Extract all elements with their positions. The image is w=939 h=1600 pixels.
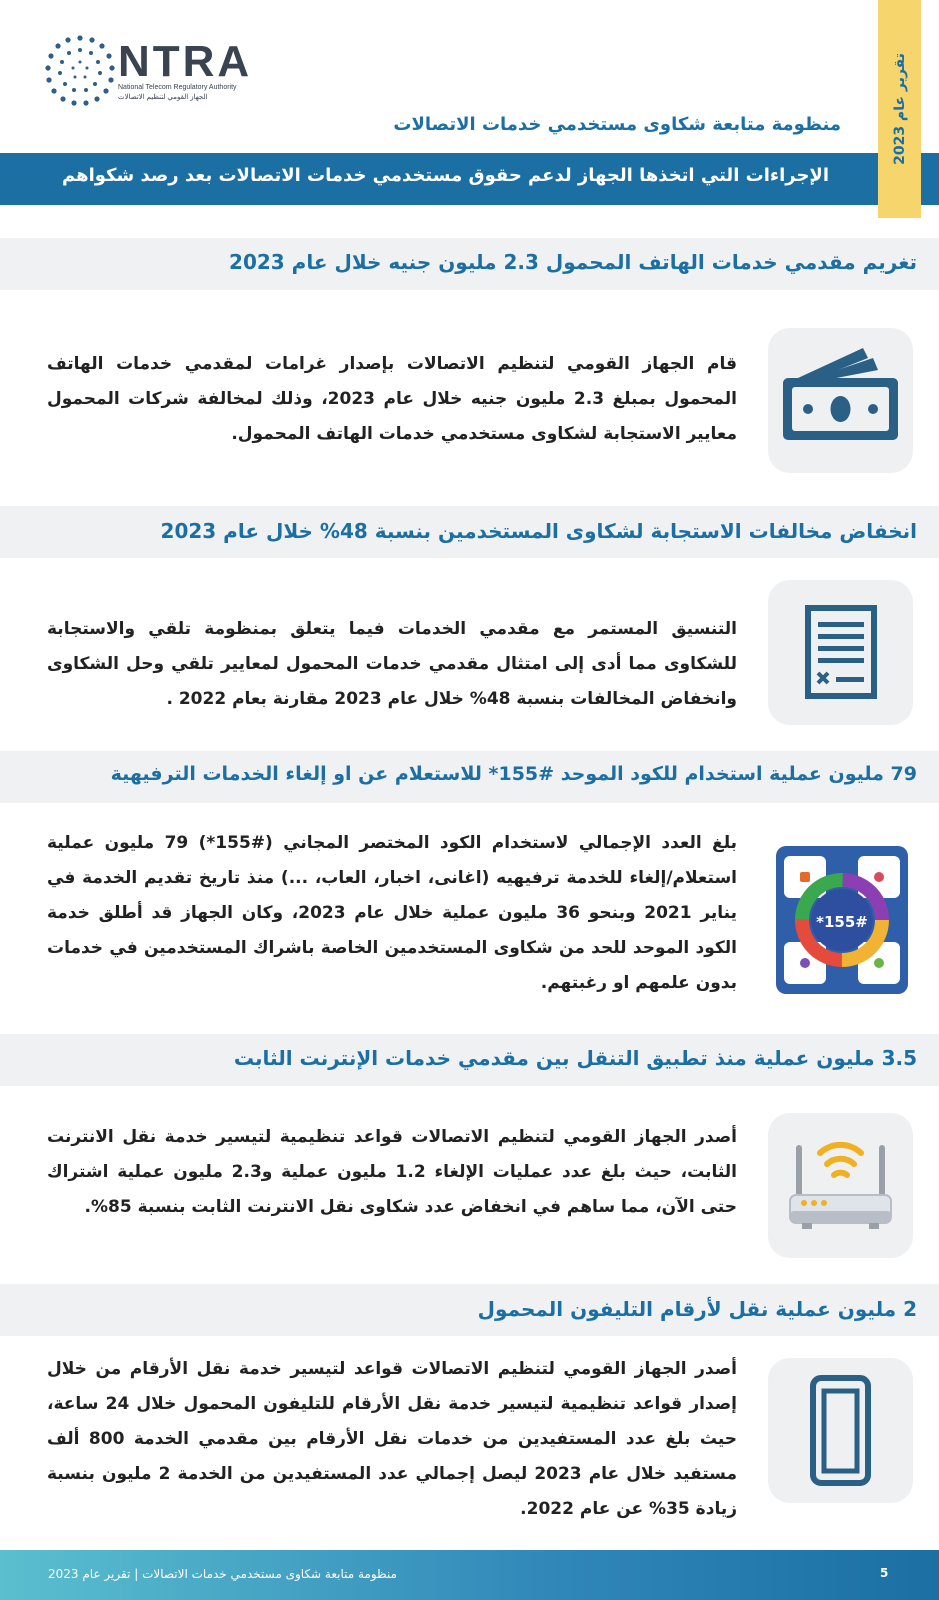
document-icon	[768, 580, 913, 725]
section-1-title: تغريم مقدمي خدمات الهاتف المحمول 2.3 مليون جنيه خلال عام 2023	[229, 250, 917, 274]
ribbon-text: الإجراءات التي اتخذها الجهاز لدعم حقوق مستخدمي خدمات الاتصالات بعد رصد شكواهم	[61, 165, 829, 186]
logo-subtitle-ar: الجهاز القومي لتنظيم الاتصالات	[118, 94, 208, 101]
section-3-body: بلغ العدد الإجمالي لاستخدام الكود المختصر المجاني (#155*) 79 مليون عملية استعلام/إلغاء للخدمة ترفيهيه (اغانى، اخبار، العاب، ...) منذ تاريخ تقديم الخدمة في يناير 2021 وبنحو 36 مليون عملية خلال عام 2023، وكان الجهاز قد أطلق خدمة الكود الموحد للحد من شكاوى المستخدمين الخاصة باشراك المستخدمين في خدمات بدون علمهم او رغبتهم.	[47, 833, 738, 993]
section-1-icon-box	[768, 328, 913, 473]
page-number: 5	[880, 1566, 889, 1580]
shortcode-label: *155#	[816, 913, 868, 931]
logo-dots-icon	[40, 32, 120, 112]
section-4-title: 3.5 مليون عملية منذ تطبيق التنقل بين مقدمي خدمات الإنترنت الثابت	[233, 1046, 917, 1070]
report-tab-label: تقرير عام 2023	[891, 53, 908, 165]
logo-subtitle-en: National Telecom Regulatory Authority	[118, 84, 237, 91]
footer-text: منظومة متابعة شكاوى مستخدمي خدمات الاتصالات | تقرير عام 2023	[48, 1567, 397, 1581]
system-title: منظومة متابعة شكاوى مستخدمي خدمات الاتصالات	[393, 114, 841, 135]
mobile-phone-icon	[768, 1358, 913, 1503]
section-3-title: 79 مليون عملية استخدام للكود الموحد #155* للاستعلام عن او إلغاء الخدمات الترفيهية	[110, 763, 917, 785]
section-5-title: 2 مليون عملية نقل لأرقام التليفون المحمول	[477, 1297, 917, 1321]
section-2-icon-box	[768, 580, 913, 725]
section-5-icon-box	[768, 1358, 913, 1503]
shortcode-icon	[776, 846, 908, 994]
router-icon	[768, 1113, 913, 1258]
money-icon	[768, 328, 913, 473]
logo-name: NTRA	[118, 37, 253, 86]
section-4-icon-box	[768, 1113, 913, 1258]
report-tab-label-wrap	[878, 0, 921, 218]
section-1-body: قام الجهاز القومي لتنظيم الاتصالات بإصدار غرامات لمقدمي خدمات الهاتف المحمول بمبلغ 2.3 مليون جنيه خلال عام 2023، وذلك لمخالفة شركات المحمول معايير الاستجابة لشكاوى مستخدمي خدمات الهاتف المحمول.	[47, 354, 737, 444]
section-2-body: التنسيق المستمر مع مقدمي الخدمات فيما يتعلق بمنظومة تلقي والاستجابة للشكاوى مما أدى إلى امتثال مقدمي خدمات المحمول لمعايير تلقي وحل الشكاوى وانخفاض المخالفات بنسبة 48% خلال عام 2023 مقارنة بعام 2022 .	[47, 619, 737, 709]
section-5-body: أصدر الجهاز القومي لتنظيم الاتصالات قواعد لتيسير خدمة نقل الأرقام من خلال إصدار قواعد تنظيمية لتيسير خدمة نقل الأرقام للتليفون المحمول خلال 24 ساعة، حيث بلغ عدد المستفيدين من خدمات نقل الأرقام بين مقدمي الخدمة 800 ألف مستفيد خلال عام 2023 ليصل إجمالي عدد المستفيدين من الخدمة 2 مليون بنسبة زيادة 35% عن عام 2022.	[47, 1359, 738, 1519]
section-4-body: أصدر الجهاز القومي لتنظيم الاتصالات قواعد تنظيمية لتيسير خدمة نقل الانترنت الثابت، حيث بلغ عدد عمليات الإلغاء 1.2 مليون عملية و2.3 مليون عملية اشتراك حتى الآن، مما ساهم في انخفاض عدد شكاوى نقل الانترنت الثابت بنسبة 85%.	[47, 1127, 738, 1217]
section-2-title: انخفاض مخالفات الاستجابة لشكاوى المستخدمين بنسبة 48% خلال عام 2023	[160, 519, 917, 543]
